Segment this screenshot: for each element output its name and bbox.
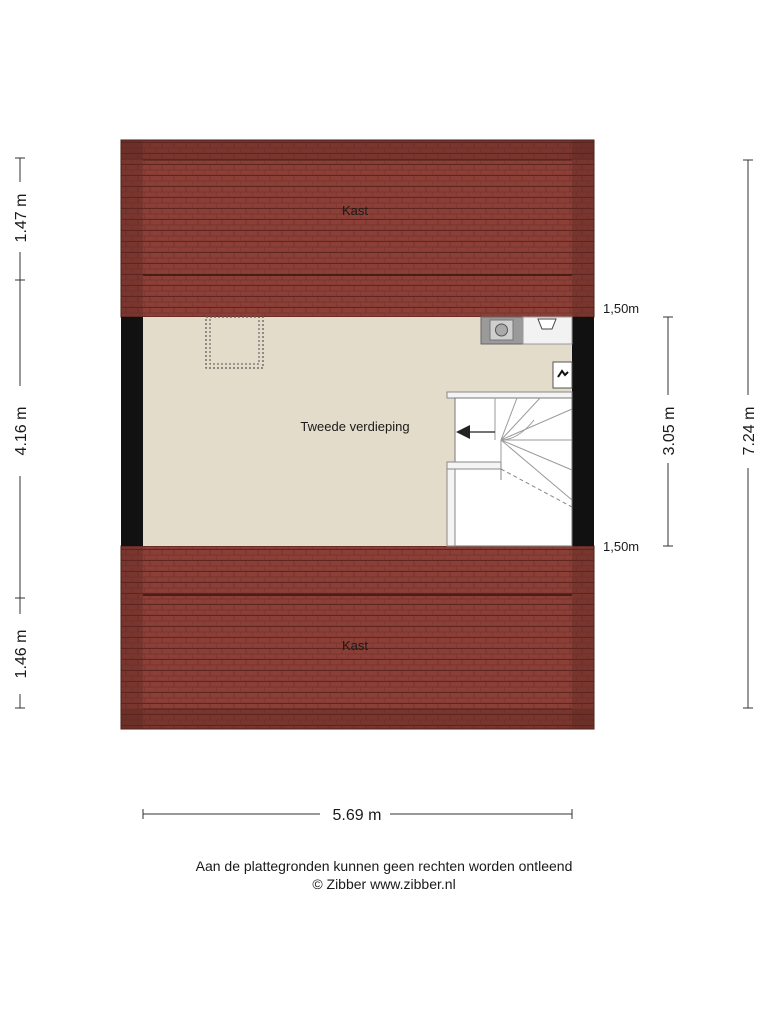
footer-copyright: © Zibber www.zibber.nl	[312, 876, 456, 892]
staircase	[447, 392, 572, 546]
dimension-bottom-label: 5.69 m	[332, 807, 382, 824]
boiler-icon	[481, 317, 523, 344]
room-label-attic-bottom: Kast	[341, 638, 369, 653]
dimension-right-inner-label: 3.05 m	[661, 406, 678, 456]
wall-right	[572, 317, 594, 546]
attic-top-area	[121, 140, 594, 317]
dimension-left-bottom: 1.46 m	[13, 629, 30, 679]
dimension-left-middle: 4.16 m	[13, 406, 30, 456]
expansion-vessel-icon	[523, 317, 572, 344]
dimension-left-top: 1.47 m	[13, 193, 30, 243]
footer-disclaimer: Aan de plattegronden kunnen geen rechten worden ontleend	[195, 858, 573, 874]
height-marker-upper: 1,50m	[603, 301, 640, 316]
dimension-right-outer-label: 7.24 m	[741, 406, 758, 456]
room-label-attic-top: Kast	[341, 203, 369, 218]
height-marker-lower: 1,50m	[603, 539, 640, 554]
wall-left	[121, 317, 143, 546]
washer-connection-icon	[553, 362, 572, 388]
room-label-main: Tweede verdieping	[300, 419, 410, 434]
